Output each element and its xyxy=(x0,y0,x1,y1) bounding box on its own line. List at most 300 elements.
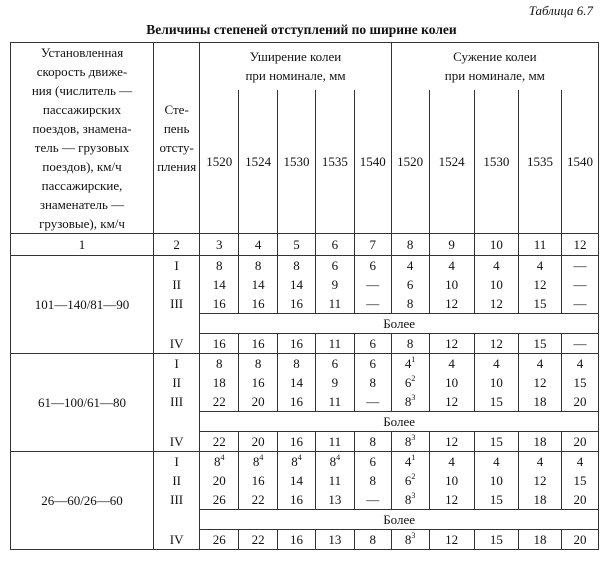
speed-header xyxy=(11,43,154,234)
table-cell xyxy=(562,373,599,392)
table-cell xyxy=(239,530,278,550)
table-cell xyxy=(239,275,278,294)
cell-value: 4 xyxy=(576,454,584,469)
table-cell xyxy=(562,452,599,472)
cell-value: 15 xyxy=(533,336,547,351)
table-cell xyxy=(474,471,518,490)
more-label: Более xyxy=(200,412,599,432)
table-cell xyxy=(239,452,278,472)
cell-value: — xyxy=(366,277,380,292)
header-line: при номинале, мм xyxy=(444,68,545,84)
table-cell xyxy=(474,334,518,354)
table-cell xyxy=(200,530,239,550)
table-cell xyxy=(354,275,391,294)
table-cell xyxy=(354,256,391,276)
cell-value: 16 xyxy=(251,375,265,390)
cell-value: 4 xyxy=(493,258,500,273)
header-line: пления xyxy=(157,159,197,174)
table-cell xyxy=(278,490,316,510)
header-line: поездов), км/ч xyxy=(42,159,122,174)
header-line: грузовые), км/ч xyxy=(39,216,125,231)
table-cell xyxy=(239,354,278,374)
cell-value: 15 xyxy=(489,532,503,547)
table-cell xyxy=(200,275,239,294)
footnote-mark: 4 xyxy=(297,453,302,462)
cell-value: 8 xyxy=(254,356,262,371)
table-title: Величины степеней отступлений по ширине колеи xyxy=(146,22,457,37)
table-cell xyxy=(315,275,354,294)
cell-value: 26 xyxy=(212,492,226,507)
table-cell xyxy=(354,294,391,314)
cell-value: 11 xyxy=(328,473,342,488)
column-number: 6 xyxy=(315,234,354,256)
table-cell xyxy=(239,471,278,490)
cell-value: 14 xyxy=(251,277,265,292)
table-cell xyxy=(354,471,391,490)
column-number: 9 xyxy=(429,234,474,256)
cell-value: 9 xyxy=(331,277,339,292)
cell-value: 8 xyxy=(329,454,337,469)
cell-value: 8 xyxy=(406,296,414,311)
cell-value: 6 xyxy=(404,375,412,390)
table-cell xyxy=(518,432,561,452)
degree-cell: III xyxy=(154,294,200,314)
footnote-mark: 2 xyxy=(411,472,416,481)
table-cell xyxy=(354,354,391,374)
table-cell xyxy=(429,471,474,490)
table-cell xyxy=(518,294,561,314)
header-line: Сужение колеи xyxy=(453,49,537,65)
cell-value: 6 xyxy=(331,356,339,371)
table-cell xyxy=(315,471,354,490)
table-cell xyxy=(200,471,239,490)
more-label: Более xyxy=(200,314,599,334)
cell-value: 6 xyxy=(331,258,339,273)
table-cell xyxy=(200,373,239,392)
table-cell xyxy=(354,334,391,354)
cell-value: 4 xyxy=(448,258,455,273)
cell-value: 9 xyxy=(331,375,339,390)
cell-value: 8 xyxy=(404,434,412,449)
footnote-mark: 1 xyxy=(411,355,416,364)
cell-value: 10 xyxy=(489,375,503,390)
cell-value: 20 xyxy=(573,532,587,547)
table-cell xyxy=(391,275,429,294)
header-line: поездов, знамена- xyxy=(32,121,132,136)
gauge-header: 1530 xyxy=(278,90,316,234)
cell-value: 15 xyxy=(573,375,587,390)
degree-cell: III xyxy=(154,392,200,412)
speed-cell: 26—60/26—60 xyxy=(11,452,154,550)
cell-value: 6 xyxy=(404,473,412,488)
table-cell xyxy=(315,530,354,550)
gauge-header: 1535 xyxy=(518,90,561,234)
table-cell xyxy=(391,294,429,314)
table-cell xyxy=(315,490,354,510)
header-line: ния (числитель — xyxy=(31,83,133,98)
cell-value: 8 xyxy=(369,532,377,547)
header-line: при номинале, мм xyxy=(245,68,346,84)
table-cell xyxy=(278,392,316,412)
table-cell xyxy=(239,256,278,276)
cell-value: 22 xyxy=(251,532,265,547)
cell-value: 22 xyxy=(212,394,226,409)
cell-value: 4 xyxy=(404,356,412,371)
table-cell xyxy=(239,490,278,510)
table-cell xyxy=(315,452,354,472)
cell-value: — xyxy=(573,336,587,351)
table-cell xyxy=(200,392,239,412)
speed-cell: 61—100/61—80 xyxy=(11,354,154,452)
cell-value: 10 xyxy=(489,277,503,292)
cell-value: 22 xyxy=(212,434,226,449)
cell-value: 20 xyxy=(251,394,265,409)
cell-value: 14 xyxy=(290,277,304,292)
cell-value: 6 xyxy=(406,277,414,292)
cell-value: 8 xyxy=(215,258,223,273)
table-cell xyxy=(429,432,474,452)
table-cell xyxy=(278,275,316,294)
cell-value: 12 xyxy=(445,296,459,311)
table-cell xyxy=(200,432,239,452)
column-number: 5 xyxy=(278,234,316,256)
table-cell xyxy=(518,452,561,472)
cell-value: 12 xyxy=(445,336,459,351)
table-cell xyxy=(354,392,391,412)
cell-value: 8 xyxy=(369,473,377,488)
table-cell xyxy=(239,373,278,392)
table-cell xyxy=(354,452,391,472)
gauge-header: 1535 xyxy=(315,90,354,234)
table-cell xyxy=(278,471,316,490)
footnote-mark: 4 xyxy=(220,453,225,462)
cell-value: 15 xyxy=(489,394,503,409)
footnote-mark: 3 xyxy=(411,433,416,442)
cell-value: 8 xyxy=(254,258,262,273)
table-cell xyxy=(518,373,561,392)
cell-value: 8 xyxy=(252,454,260,469)
table-cell xyxy=(562,490,599,510)
cell-value: 8 xyxy=(404,394,412,409)
narrowing-header xyxy=(391,43,598,90)
cell-value: 12 xyxy=(533,375,547,390)
table-cell xyxy=(315,294,354,314)
cell-value: 6 xyxy=(369,454,377,469)
cell-value: 15 xyxy=(573,473,587,488)
table-cell xyxy=(239,294,278,314)
table-cell xyxy=(562,256,599,276)
table-cell xyxy=(474,432,518,452)
table-caption: Таблица 6.7 xyxy=(528,3,593,18)
column-number: 4 xyxy=(239,234,278,256)
cell-value: 10 xyxy=(445,277,459,292)
column-number: 7 xyxy=(354,234,391,256)
table-cell xyxy=(474,294,518,314)
cell-value: 16 xyxy=(212,336,226,351)
table-cell xyxy=(239,392,278,412)
table-cell xyxy=(354,432,391,452)
table-cell xyxy=(562,530,599,550)
table-cell xyxy=(278,256,316,276)
cell-value: 8 xyxy=(369,434,377,449)
table-cell xyxy=(200,294,239,314)
cell-value: — xyxy=(573,258,587,273)
cell-value: 16 xyxy=(290,336,304,351)
cell-value: 16 xyxy=(251,296,265,311)
cell-value: 4 xyxy=(536,356,544,371)
cell-value: 14 xyxy=(290,375,304,390)
footnote-mark: 4 xyxy=(259,453,264,462)
cell-value: 8 xyxy=(369,375,377,390)
cell-value: 15 xyxy=(489,492,503,507)
cell-value: 16 xyxy=(212,296,226,311)
cell-value: 26 xyxy=(212,532,226,547)
header-line: Уширение колеи xyxy=(249,49,342,65)
table-cell xyxy=(429,373,474,392)
cell-value: 16 xyxy=(290,532,304,547)
table-cell xyxy=(518,490,561,510)
table-cell xyxy=(518,334,561,354)
gauge-header: 1540 xyxy=(354,90,391,234)
column-number: 2 xyxy=(154,234,200,256)
table-cell xyxy=(474,392,518,412)
cell-value: 4 xyxy=(536,454,544,469)
header-line: знаменатель — xyxy=(39,197,125,212)
cell-value: 15 xyxy=(489,434,503,449)
degree-cell: IV xyxy=(154,530,200,550)
cell-value: 20 xyxy=(573,434,587,449)
table-cell xyxy=(474,530,518,550)
footnote-mark: 3 xyxy=(411,531,416,540)
deviation-table xyxy=(10,42,599,550)
cell-value: 20 xyxy=(573,394,587,409)
cell-value: 11 xyxy=(328,336,342,351)
table-cell xyxy=(315,392,354,412)
column-number: 10 xyxy=(474,234,518,256)
cell-value: 12 xyxy=(445,532,459,547)
cell-value: 20 xyxy=(212,473,226,488)
table-cell xyxy=(518,471,561,490)
header-line: пень xyxy=(163,121,190,136)
footnote-mark: 3 xyxy=(411,393,416,402)
table-cell xyxy=(474,354,518,374)
degree-cell: II xyxy=(154,471,200,490)
cell-value: 8 xyxy=(215,356,223,371)
table-cell xyxy=(474,373,518,392)
header-line: пассажирских xyxy=(42,102,122,117)
table-cell xyxy=(429,490,474,510)
column-number: 1 xyxy=(11,234,154,256)
table-cell xyxy=(429,256,474,276)
table-cell xyxy=(278,432,316,452)
table-cell xyxy=(429,530,474,550)
cell-value: 18 xyxy=(212,375,226,390)
table-cell xyxy=(518,354,561,374)
cell-value: 12 xyxy=(533,473,547,488)
table-cell xyxy=(354,490,391,510)
gauge-header: 1520 xyxy=(391,90,429,234)
cell-value: 12 xyxy=(533,277,547,292)
table-cell xyxy=(562,432,599,452)
footnote-mark: 3 xyxy=(411,491,416,500)
table-cell xyxy=(391,373,429,392)
table-cell xyxy=(518,530,561,550)
cell-value: 10 xyxy=(489,473,503,488)
cell-value: 6 xyxy=(369,336,377,351)
gauge-header: 1520 xyxy=(200,90,239,234)
table-cell xyxy=(562,275,599,294)
table-cell xyxy=(239,334,278,354)
table-cell xyxy=(278,334,316,354)
cell-value: 14 xyxy=(290,473,304,488)
cell-value: 4 xyxy=(406,258,414,273)
cell-value: — xyxy=(573,277,587,292)
speed-cell: 101—140/81—90 xyxy=(11,256,154,354)
table-cell xyxy=(562,392,599,412)
cell-value: 12 xyxy=(489,336,503,351)
table-cell xyxy=(200,256,239,276)
column-number-row xyxy=(11,234,599,256)
cell-value: 13 xyxy=(328,492,342,507)
cell-value: 8 xyxy=(404,532,412,547)
table-cell xyxy=(429,294,474,314)
cell-value: 4 xyxy=(493,454,500,469)
table-cell xyxy=(429,334,474,354)
degree-cell: I xyxy=(154,354,200,374)
cell-value: 8 xyxy=(404,492,412,507)
cell-value: 22 xyxy=(251,492,265,507)
cell-value: 10 xyxy=(445,375,459,390)
cell-value: — xyxy=(366,492,380,507)
cell-value: 8 xyxy=(293,356,300,371)
cell-value: — xyxy=(573,296,587,311)
degree-cell: I xyxy=(154,256,200,276)
cell-value: 14 xyxy=(212,277,226,292)
cell-value: 4 xyxy=(404,454,412,469)
table-cell xyxy=(315,373,354,392)
table-cell xyxy=(474,275,518,294)
gauge-header: 1530 xyxy=(474,90,518,234)
column-number: 8 xyxy=(391,234,429,256)
table-cell xyxy=(200,334,239,354)
table-cell xyxy=(278,452,316,472)
cell-value: 16 xyxy=(290,492,304,507)
table-cell xyxy=(315,256,354,276)
table-cell xyxy=(562,334,599,354)
table-cell xyxy=(391,530,429,550)
cell-value: 20 xyxy=(573,492,587,507)
degree-header xyxy=(154,43,200,234)
table-cell xyxy=(391,490,429,510)
footnote-mark: 4 xyxy=(336,453,341,462)
gauge-header: 1524 xyxy=(239,90,278,234)
cell-value: 11 xyxy=(328,394,342,409)
table-cell xyxy=(562,294,599,314)
degree-cell: II xyxy=(154,373,200,392)
table-cell xyxy=(518,392,561,412)
table-cell xyxy=(562,354,599,374)
cell-value: 15 xyxy=(533,296,547,311)
cell-value: 18 xyxy=(533,394,547,409)
gauge-header: 1540 xyxy=(562,90,599,234)
cell-value: 8 xyxy=(291,454,298,469)
degree-cell: IV xyxy=(154,432,200,452)
column-number: 3 xyxy=(200,234,239,256)
table-cell xyxy=(562,471,599,490)
cell-value: 11 xyxy=(328,434,342,449)
degree-cell: I xyxy=(154,452,200,472)
table-cell xyxy=(200,354,239,374)
table-cell xyxy=(429,452,474,472)
table-cell xyxy=(354,373,391,392)
header-line: скорость движе- xyxy=(36,64,128,79)
cell-value: 6 xyxy=(369,356,377,371)
cell-value: 16 xyxy=(290,296,304,311)
table-cell xyxy=(391,432,429,452)
column-number: 12 xyxy=(562,234,599,256)
degree-cell: IV xyxy=(154,334,200,354)
table-row xyxy=(11,354,599,374)
cell-value: 18 xyxy=(533,492,547,507)
cell-value: — xyxy=(366,394,380,409)
table-cell xyxy=(391,256,429,276)
cell-value: 12 xyxy=(489,296,503,311)
table-cell xyxy=(474,256,518,276)
table-cell xyxy=(278,373,316,392)
table-cell xyxy=(391,392,429,412)
table-cell xyxy=(278,530,316,550)
cell-value: 10 xyxy=(445,473,459,488)
table-cell xyxy=(391,354,429,374)
cell-value: 8 xyxy=(213,454,221,469)
cell-value: 11 xyxy=(328,296,342,311)
table-cell xyxy=(429,354,474,374)
degree-cell-empty xyxy=(154,412,200,432)
cell-value: 16 xyxy=(290,394,304,409)
column-number: 11 xyxy=(518,234,561,256)
cell-value: 6 xyxy=(369,258,377,273)
cell-value: 13 xyxy=(328,532,342,547)
table-cell xyxy=(200,490,239,510)
cell-value: — xyxy=(366,296,380,311)
cell-value: 20 xyxy=(251,434,265,449)
table-cell xyxy=(391,334,429,354)
cell-value: 4 xyxy=(493,356,500,371)
table-cell xyxy=(239,432,278,452)
table-cell xyxy=(391,471,429,490)
table-row xyxy=(11,452,599,472)
cell-value: 16 xyxy=(251,336,265,351)
table-cell xyxy=(518,256,561,276)
table-row xyxy=(11,256,599,276)
cell-value: 8 xyxy=(406,336,414,351)
header-line: пассажирские, xyxy=(41,178,123,193)
degree-cell: III xyxy=(154,490,200,510)
more-label: Более xyxy=(200,510,599,530)
gauge-header: 1524 xyxy=(429,90,474,234)
cell-value: 16 xyxy=(251,473,265,488)
cell-value: 4 xyxy=(536,258,544,273)
table-cell xyxy=(278,354,316,374)
table-cell xyxy=(315,354,354,374)
footnote-mark: 1 xyxy=(411,453,416,462)
cell-value: 16 xyxy=(290,434,304,449)
table-cell xyxy=(474,452,518,472)
cell-value: 4 xyxy=(576,356,584,371)
degree-cell-empty xyxy=(154,510,200,530)
table-cell xyxy=(354,530,391,550)
table-cell xyxy=(474,490,518,510)
